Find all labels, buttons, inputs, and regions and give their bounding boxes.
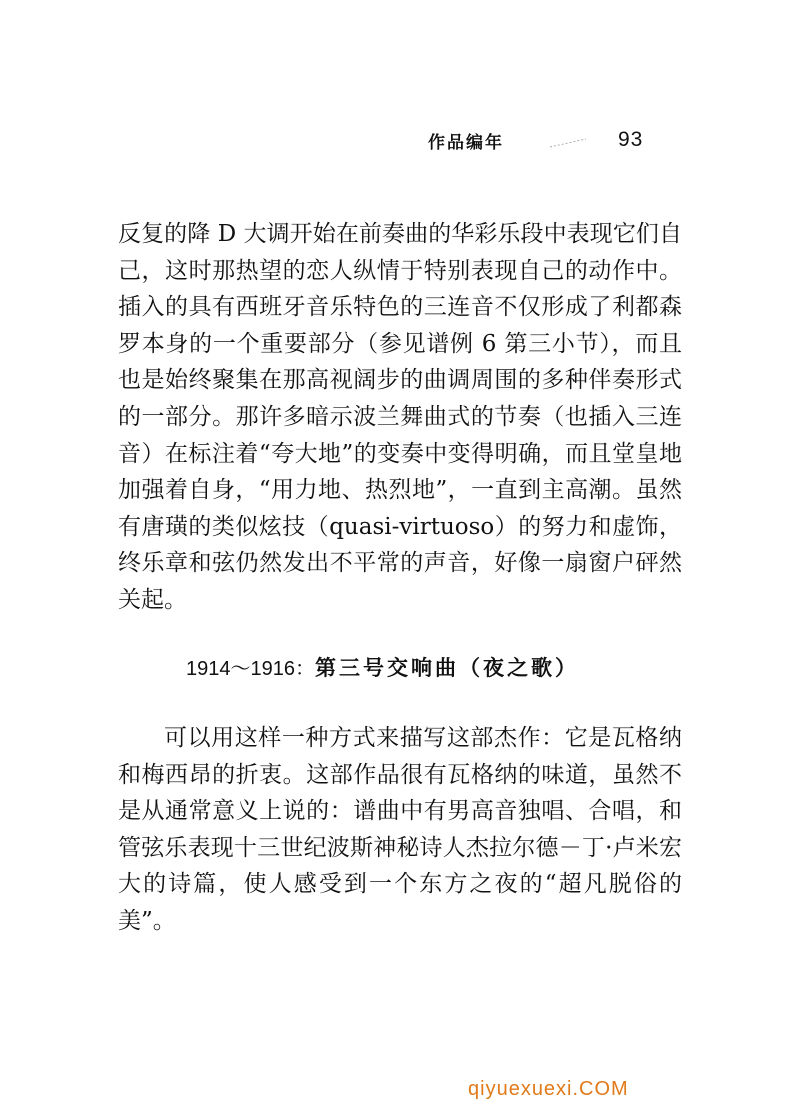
section-title: 第三号交响曲（夜之歌）	[314, 655, 579, 680]
body-paragraph-1: 反复的降 D 大调开始在前奏曲的华彩乐段中表现它们自己，这时那热望的恋人纵情于特别表现自己的动作中。插入的具有西班牙音乐特色的三连音不仅形成了利都森罗本身的一个重要部分（参见谱例 6 第三小节），而且也是始终聚集在那高视阔步的曲调周围的多种伴奏形式的一部分。那许多暗示波兰舞曲式的节奏（也插入三连音）在标注着“夸大地”的变奏中变得明确，而且堂皇地加强着自身，“用力地、热烈地”，一直到主高潮。虽然有唐璜的类似炫技（quasi-virtuoso）的努力和虚饰，终乐章和弦仍然发出不平常的声音，好像一扇窗户砰然关起。	[118, 221, 682, 613]
running-title: 作品编年	[428, 133, 504, 153]
section-heading	[186, 652, 579, 682]
body-paragraph-2: 可以用这样一种方式来描写这部杰作：它是瓦格纳和梅西昂的折衷。这部作品很有瓦格纳的味道，虽然不是从通常意义上说的：谱曲中有男高音独唱、合唱，和管弦乐表现十三世纪波斯神秘诗人杰拉尔德－丁·卢米宏大的诗篇，使人感受到一个东方之夜的“超凡脱俗的美”。	[118, 725, 682, 934]
site-watermark: qiyuexuexi.COM	[468, 1078, 629, 1100]
scan-artifact	[548, 138, 588, 148]
section-years: 1914～1916：	[186, 658, 315, 680]
page-number: 93	[618, 128, 644, 151]
